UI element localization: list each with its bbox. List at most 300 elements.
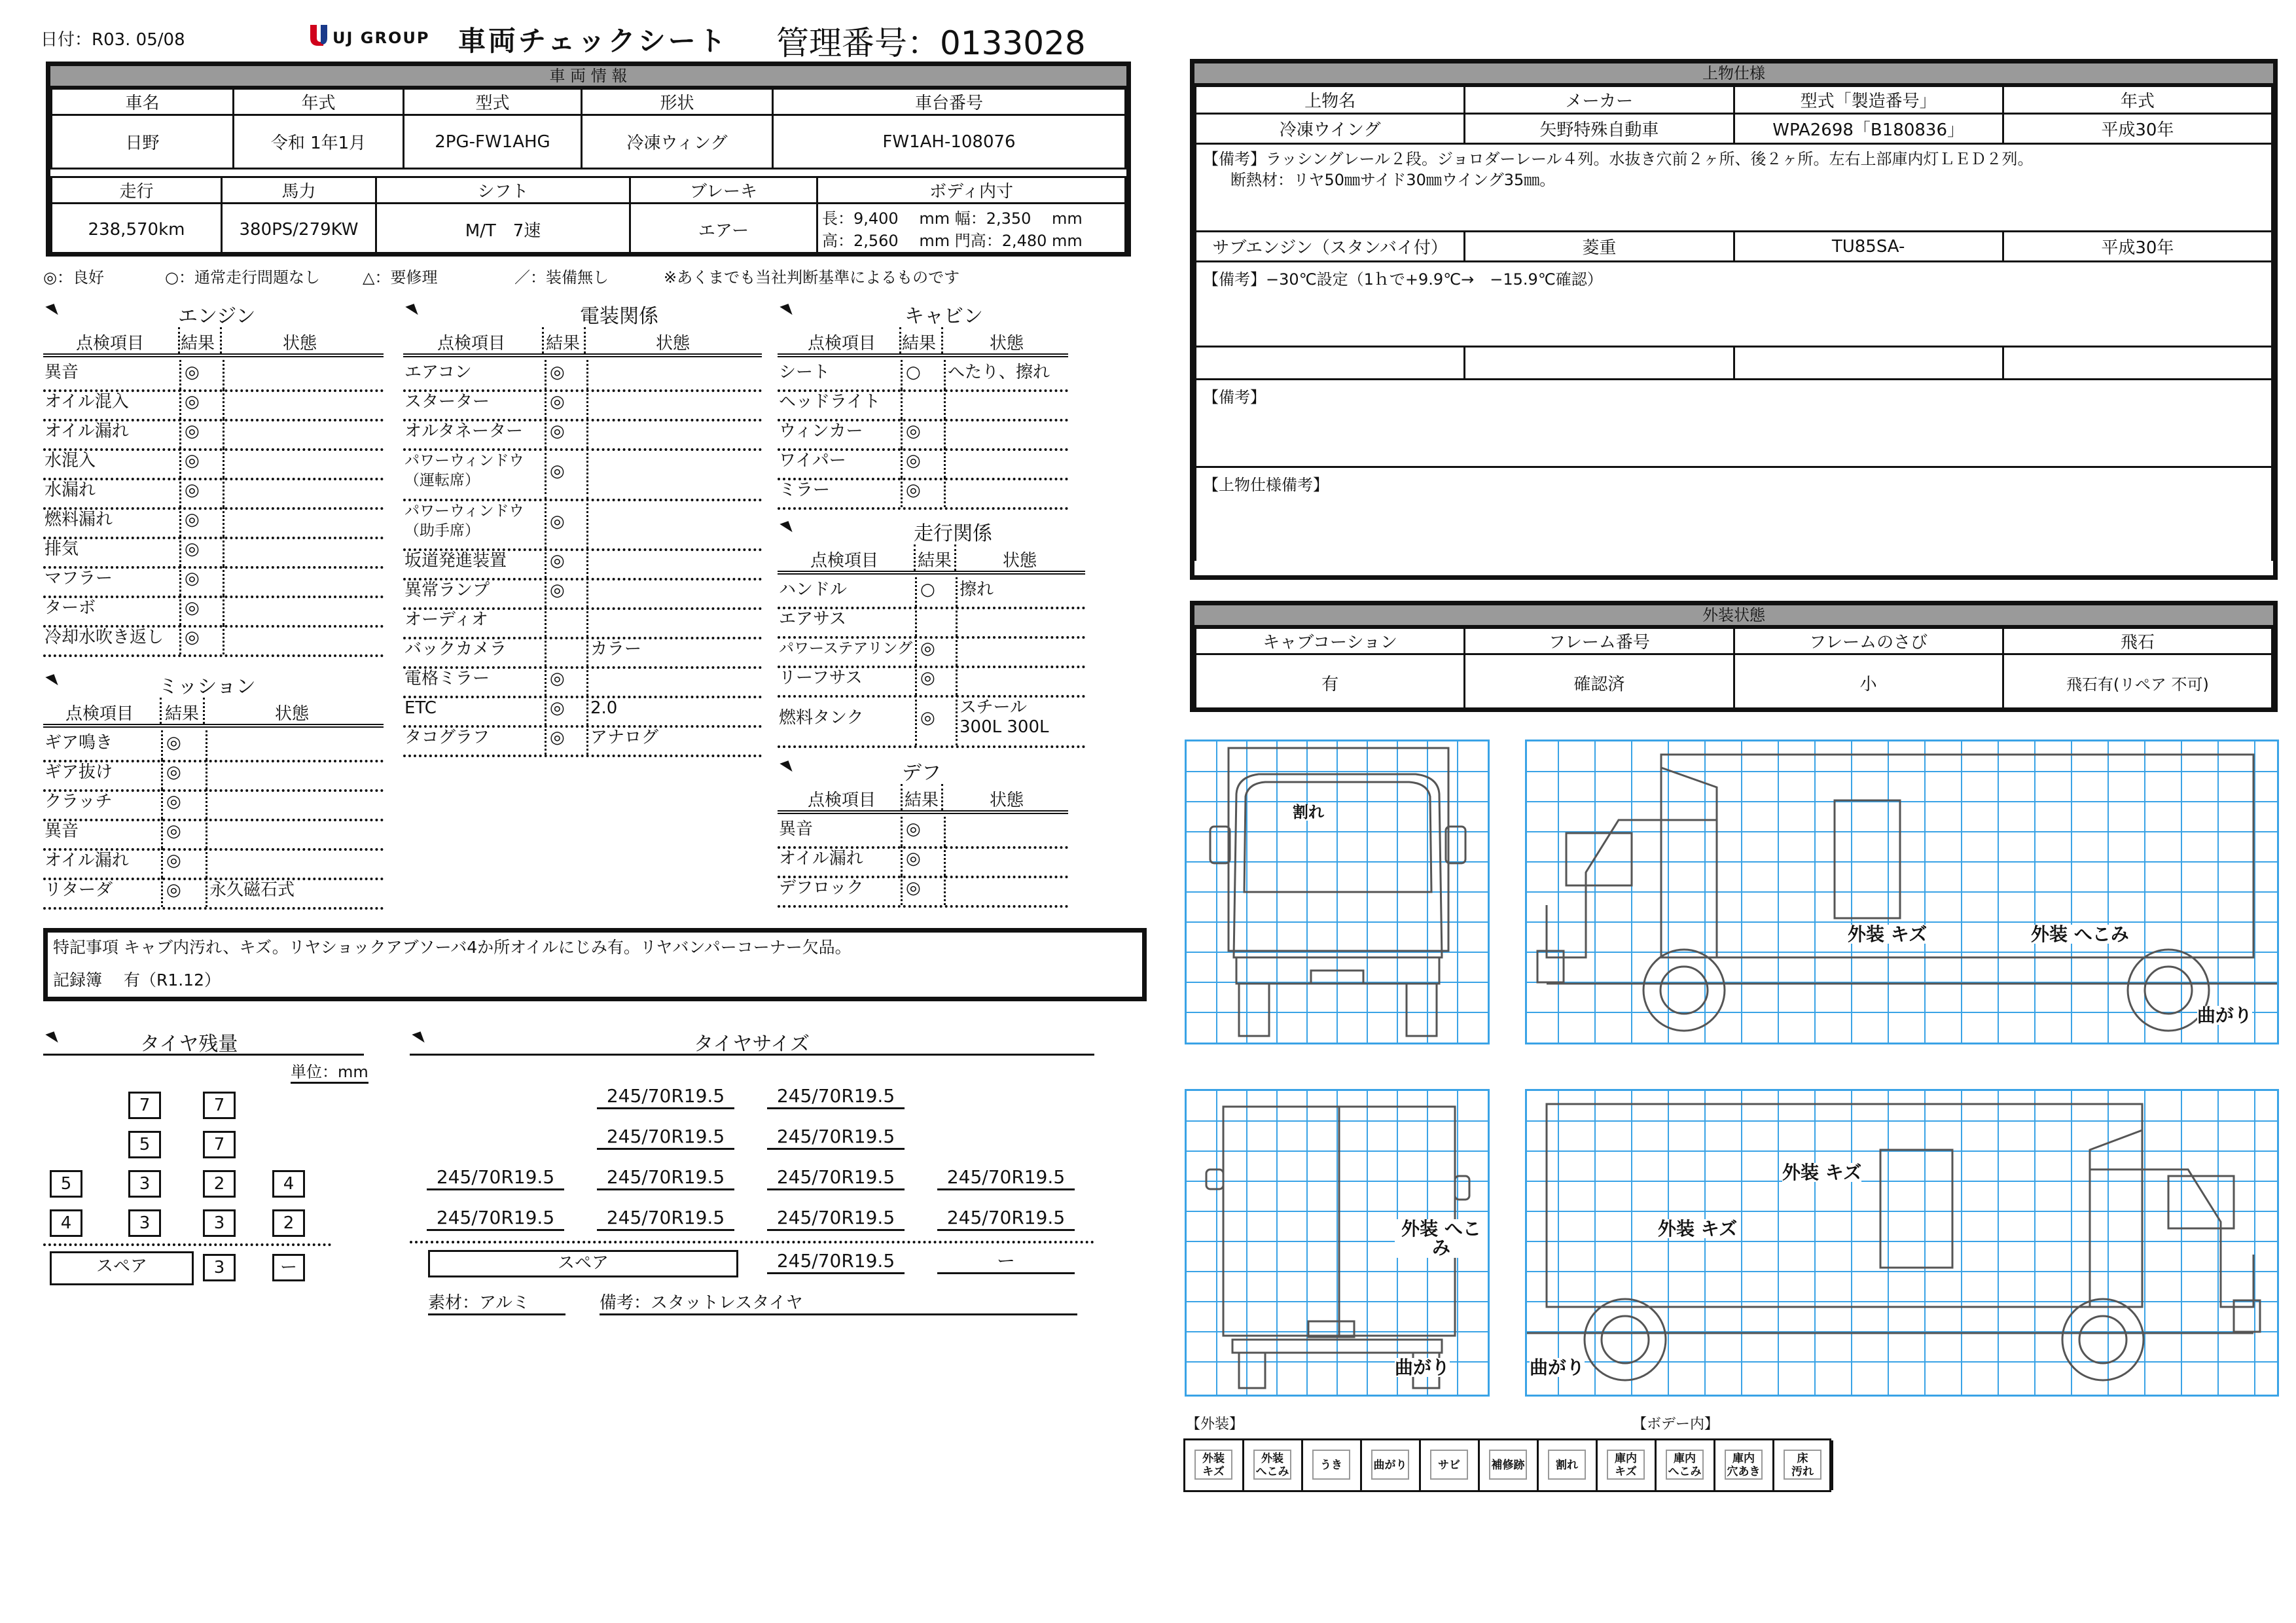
mission-row — [43, 789, 384, 821]
check-item: ターボ — [45, 598, 96, 618]
col-result: 結果 — [918, 551, 952, 571]
electric-row — [403, 360, 762, 392]
check-item: マフラー — [45, 569, 113, 588]
damage-label-scratch-3: 外装 キズ — [1658, 1218, 1738, 1240]
damage-label-dent-rear: 外装 へこみ — [1395, 1219, 1488, 1258]
check-item: パワーステアリング — [779, 640, 913, 657]
label-body-name: 上物名 — [1196, 86, 1465, 114]
col-state: 状態 — [656, 334, 691, 353]
check-item: パワーウィンドウ （助手席） — [404, 502, 524, 539]
damage-legend-item — [1715, 1440, 1774, 1490]
engine-row — [43, 389, 384, 421]
exterior-status-title: 外装状態 — [1194, 605, 2273, 627]
cabin-row — [778, 389, 1068, 421]
check-result: ◎ — [550, 669, 565, 688]
value-sub-engine-model: TU85SA- — [1734, 232, 2003, 262]
damage-legend-label: 庫内 穴あき — [1725, 1450, 1763, 1480]
col-result: 結果 — [902, 334, 937, 353]
value-cab-caution: 有 — [1196, 654, 1465, 711]
body-remark-2: 【備考】−30℃設定（1ｈで+9.9℃→ −15.9℃確認） — [1196, 262, 2272, 347]
check-item: ETC — [404, 698, 437, 718]
check-result: ◎ — [185, 480, 200, 500]
check-result: ◎ — [550, 461, 565, 482]
check-result: ◎ — [550, 580, 565, 600]
tire-size-2: 245/70R19.5 — [767, 1085, 905, 1109]
tire-depth-5: 5 — [50, 1170, 82, 1198]
check-result: ◎ — [166, 821, 181, 841]
mission-row — [43, 819, 384, 851]
check-state: スチール 300L 300L — [960, 698, 1049, 737]
col-item: 点検項目 — [65, 704, 134, 724]
legend-note: ※あくまでも当社判断基準によるものです — [664, 268, 960, 287]
damage-label-scratch: 外装 キズ — [1848, 923, 1928, 945]
tire-spare-depth-2: ー — [272, 1254, 305, 1281]
engine-col-head — [43, 327, 384, 357]
special-notes: 特記事項 キャブ内汚れ、キズ。リヤショックアブソーバ4か所オイルにじみ有。リヤバンパーコーナー欠品。 — [53, 938, 852, 957]
exterior-status-panel — [1190, 601, 2278, 712]
side-truck-right-icon — [1527, 1091, 2277, 1395]
damage-legend-label: 床 汚れ — [1784, 1450, 1821, 1480]
check-state: 擦れ — [960, 580, 994, 599]
damage-legend-item — [1657, 1440, 1715, 1490]
damage-legend-label: うき — [1312, 1450, 1350, 1480]
label-body-model: 型式「製造番号」 — [1734, 86, 2003, 114]
vehicle-info-table-1 — [50, 88, 1126, 169]
tire-depth-9: 4 — [50, 1209, 82, 1237]
damage-legend-item — [1244, 1440, 1303, 1490]
label-chassis-no: 車台番号 — [773, 89, 1126, 115]
check-result: ◎ — [185, 392, 200, 412]
tire-size-9: 245/70R19.5 — [427, 1207, 564, 1231]
col-state: 状態 — [1003, 551, 1037, 571]
logo-text: UJ GROUP — [332, 29, 430, 47]
diff-row — [778, 846, 1068, 878]
section-marker-icon — [45, 304, 58, 318]
uj-logo — [309, 24, 329, 50]
check-item: エアサス — [779, 609, 846, 629]
check-item: ミラー — [779, 480, 831, 500]
label-shift: シフト — [376, 177, 630, 204]
tire-size-11: 245/70R19.5 — [767, 1207, 905, 1231]
tire-size-8: 245/70R19.5 — [937, 1166, 1075, 1190]
check-item: タコグラフ — [404, 728, 490, 747]
label-sub-engine: サブエンジン（スタンバイ付） — [1196, 232, 1465, 262]
check-item: ワイパー — [779, 451, 846, 471]
col-result: 結果 — [546, 334, 581, 353]
engine-row — [43, 478, 384, 510]
label-frame-rust: フレームのさび — [1734, 628, 2003, 654]
check-result: ◎ — [906, 878, 921, 898]
damage-label-scratch-2: 外装 キズ — [1782, 1162, 1862, 1183]
electric-row — [403, 578, 762, 610]
electric-row — [403, 548, 762, 580]
col-item: 点検項目 — [810, 551, 879, 571]
check-result: ◎ — [906, 421, 921, 441]
col-result: 結果 — [181, 334, 215, 353]
check-item: 排気 — [45, 539, 79, 559]
damage-legend-item — [1362, 1440, 1421, 1490]
diff-row — [778, 876, 1068, 908]
check-item: シート — [779, 363, 831, 382]
damage-legend-item — [1185, 1440, 1244, 1490]
section-marker-icon — [780, 521, 792, 535]
check-item: エアコン — [404, 363, 472, 382]
vehicle-info-table-2 — [50, 176, 1126, 257]
body-remark-1-line-1: 【備考】ラッシングレール２段。ジョロダーレール４列。水抜き穴前２ヶ所、後２ヶ所。左右上部庫内灯ＬＥＤ２列。 — [1203, 150, 2034, 168]
check-result: ○ — [920, 580, 935, 599]
label-model: 型式 — [404, 89, 582, 115]
tire-spare-depth: 3 — [203, 1254, 236, 1281]
cabin-row — [778, 478, 1068, 510]
col-state: 状態 — [283, 334, 317, 353]
check-state: カラー — [590, 639, 642, 659]
engine-title: エンジン — [178, 305, 256, 328]
body-spec-table — [1194, 85, 2273, 561]
label-cab-caution: キャブコーション — [1196, 628, 1465, 654]
check-result: ◎ — [185, 628, 200, 647]
tire-depth-2: 7 — [203, 1092, 236, 1119]
value-year: 令和 1年1月 — [234, 115, 404, 169]
running-row — [778, 607, 1085, 639]
check-item: 異音 — [45, 363, 79, 382]
check-state: 永久磁石式 — [209, 880, 295, 900]
electric-title: 電装関係 — [580, 305, 658, 328]
check-item: 水混入 — [45, 451, 96, 471]
damage-legend-label: 外装 へこみ — [1253, 1450, 1291, 1480]
body-dims-line-1: 長：9,400 mm 幅：2,350 mm — [822, 209, 1083, 228]
value-horsepower: 380PS/279KW — [222, 204, 376, 256]
value-frame-no: 確認済 — [1465, 654, 1734, 711]
tire-depth-3: 5 — [128, 1131, 161, 1158]
value-shape: 冷凍ウィング — [582, 115, 773, 169]
damage-legend-item — [1598, 1440, 1657, 1490]
check-state: へたり、擦れ — [948, 363, 1050, 382]
section-marker-icon — [45, 674, 58, 688]
tire-size-10: 245/70R19.5 — [597, 1207, 734, 1231]
damage-legend-label: 庫内 キズ — [1607, 1450, 1645, 1480]
value-frame-rust: 小 — [1734, 654, 2003, 711]
label-maker: メーカー — [1465, 86, 1734, 114]
damage-label-bend-2: 曲がり — [1530, 1357, 1585, 1378]
damage-legend-item — [1774, 1440, 1833, 1490]
check-result: ◎ — [550, 551, 565, 571]
check-result: ◎ — [920, 708, 935, 728]
damage-legend-label: 外装 キズ — [1194, 1450, 1232, 1480]
label-body-year: 年式 — [2003, 86, 2272, 114]
damage-legend-item — [1303, 1440, 1362, 1490]
uj-logo-icon — [309, 24, 329, 47]
check-item: 水漏れ — [45, 480, 96, 500]
vehicle-info-panel — [46, 62, 1131, 257]
electric-row — [403, 419, 762, 451]
value-brake: エアー — [630, 204, 817, 256]
legend-none: ／：装備無し — [514, 268, 609, 287]
label-body-dims: ボディ内寸 — [817, 177, 1126, 204]
engine-row — [43, 419, 384, 451]
running-row — [778, 666, 1085, 698]
check-result: ◎ — [185, 421, 200, 441]
check-result: ◎ — [920, 639, 935, 658]
legend-ok: ○：通常走行問題なし — [165, 268, 320, 287]
cabin-title: キャビン — [905, 305, 983, 328]
tire-size-spare-label: スペア — [428, 1250, 738, 1277]
cabin-row — [778, 360, 1068, 392]
body-remark-1 — [1196, 144, 2272, 232]
page-title: 車両チェックシート — [458, 25, 728, 57]
damage-legend-item — [1421, 1440, 1480, 1490]
mission-row — [43, 878, 384, 910]
tire-material: 素材：アルミ — [428, 1293, 565, 1315]
check-item: クラッチ — [45, 792, 113, 812]
value-body-name: 冷凍ウイング — [1196, 114, 1465, 144]
electric-row — [403, 499, 762, 552]
electric-row — [403, 389, 762, 421]
side-view-left-diagram — [1525, 740, 2279, 1044]
tire-remark: 備考：スタットレスタイヤ — [600, 1293, 1077, 1315]
col-item: 点検項目 — [808, 334, 876, 353]
value-car-name: 日野 — [52, 115, 234, 169]
label-stone-chip: 飛石 — [2003, 628, 2272, 654]
cabin-row — [778, 419, 1068, 451]
check-item: バックカメラ — [404, 639, 507, 659]
value-mileage: 238,570km — [52, 204, 222, 256]
check-item: ハンドル — [779, 580, 848, 599]
check-result: ◎ — [185, 569, 200, 588]
value-sub-engine-maker: 菱重 — [1465, 232, 1734, 262]
section-marker-icon — [45, 1031, 58, 1046]
tire-remaining-title: タイヤ残量 — [140, 1033, 238, 1056]
section-marker-icon — [405, 304, 418, 318]
body-remark-1-line-2: 断熱材：リヤ50㎜サイド30㎜ウイング35㎜。 — [1230, 171, 1556, 189]
label-mileage: 走行 — [52, 177, 222, 204]
damage-legend-label: 補修跡 — [1489, 1450, 1527, 1480]
body-dims-line-2: 高：2,560 mm 門高：2,480 mm — [822, 231, 1083, 250]
value-chassis-no: FW1AH-108076 — [773, 115, 1126, 169]
running-title: 走行関係 — [914, 522, 992, 545]
check-item: オイル漏れ — [779, 849, 863, 868]
body-remark-3: 【備考】 — [1196, 380, 2272, 467]
tire-depth-6: 3 — [128, 1170, 161, 1198]
col-result: 結果 — [165, 704, 200, 724]
check-item: 異常ランプ — [404, 580, 490, 600]
legend-repair: △：要修理 — [363, 268, 438, 287]
mission-row — [43, 730, 384, 762]
electric-row — [403, 448, 762, 501]
check-result: ◎ — [166, 851, 181, 870]
tire-size-5: 245/70R19.5 — [427, 1166, 564, 1190]
tire-size-title: タイヤサイズ — [694, 1033, 810, 1056]
legend-exterior-title: 【外装】 — [1186, 1416, 1244, 1433]
damage-label-bend-rear: 曲がり — [1395, 1357, 1450, 1378]
electric-row — [403, 666, 762, 698]
mission-row — [43, 760, 384, 792]
check-result: ◎ — [550, 392, 565, 412]
check-result: ◎ — [166, 880, 181, 900]
mission-col-head — [43, 698, 384, 728]
tire-size-3: 245/70R19.5 — [597, 1126, 734, 1150]
tire-size-spare-2: ー — [937, 1250, 1075, 1274]
damage-legend-label: 庫内 へこみ — [1666, 1450, 1704, 1480]
cabin-col-head — [778, 327, 1068, 357]
col-item: 点検項目 — [76, 334, 145, 353]
tire-spare-label: スペア — [50, 1251, 194, 1285]
tire-size-7: 245/70R19.5 — [767, 1166, 905, 1190]
check-result: ◎ — [906, 819, 921, 839]
tire-size-4: 245/70R19.5 — [767, 1126, 905, 1150]
record-book: 記録簿 有（R1.12） — [53, 971, 221, 990]
vehicle-info-title: 車 両 情 報 — [50, 66, 1126, 88]
check-item: ウィンカー — [779, 421, 863, 441]
label-car-name: 車名 — [52, 89, 234, 115]
value-body-model: WPA2698「B180836」 — [1734, 114, 2003, 144]
legend-interior-title: 【ボデー内】 — [1632, 1416, 1719, 1433]
electric-row — [403, 637, 762, 669]
check-item: オーディオ — [404, 610, 488, 630]
body-spec-panel — [1190, 59, 2278, 580]
engine-row — [43, 537, 384, 569]
label-shape: 形状 — [582, 89, 773, 115]
check-result: ◎ — [185, 510, 200, 529]
diff-row — [778, 817, 1068, 849]
tire-depth-1: 7 — [128, 1092, 161, 1119]
side-view-right-diagram — [1525, 1089, 2279, 1397]
damage-label-dent: 外装 へこみ — [2031, 923, 2129, 945]
label-brake: ブレーキ — [630, 177, 817, 204]
col-state: 状態 — [990, 791, 1024, 810]
check-result: ◎ — [550, 511, 565, 531]
label-frame-no: フレーム番号 — [1465, 628, 1734, 654]
value-sub-engine-year: 平成30年 — [2003, 232, 2272, 262]
col-state: 状態 — [990, 334, 1024, 353]
front-view-diagram — [1185, 740, 1490, 1044]
tire-remaining-section — [43, 1027, 370, 1302]
damage-legend-label: 割れ — [1548, 1450, 1586, 1480]
check-item: 冷却水吹き返し — [45, 628, 164, 647]
tire-depth-12: 2 — [272, 1209, 305, 1237]
engine-row — [43, 360, 384, 392]
check-result: ◎ — [185, 451, 200, 471]
side-truck-icon — [1527, 741, 2277, 1043]
tire-depth-4: 7 — [203, 1131, 236, 1158]
check-item: オイル漏れ — [45, 851, 129, 870]
tire-size-section — [410, 1027, 1103, 1329]
check-item: リーフサス — [779, 668, 863, 688]
value-body-dims — [817, 204, 1126, 256]
value-shift: M/T 7速 — [376, 204, 630, 256]
engine-row — [43, 625, 384, 657]
tire-unit: 単位：mm — [291, 1063, 368, 1084]
damage-legend-strip — [1183, 1438, 1831, 1492]
check-item: オイル混入 — [45, 392, 129, 412]
check-item: パワーウィンドウ （運転席） — [404, 452, 524, 489]
engine-row — [43, 448, 384, 480]
tire-size-6: 245/70R19.5 — [597, 1166, 734, 1190]
section-marker-icon — [780, 304, 792, 318]
check-item: 坂道発進装置 — [404, 551, 507, 571]
damage-legend-item — [1539, 1440, 1598, 1490]
check-item: スターター — [404, 392, 490, 412]
engine-row — [43, 507, 384, 539]
tire-size-spare: 245/70R19.5 — [767, 1250, 905, 1274]
cabin-row — [778, 448, 1068, 480]
check-item: ギア鳴き — [45, 733, 113, 753]
tire-depth-11: 3 — [203, 1209, 236, 1237]
section-marker-icon — [412, 1031, 424, 1046]
check-result: ◎ — [166, 762, 181, 782]
running-col-head — [778, 544, 1085, 575]
mission-row — [43, 848, 384, 880]
diff-title: デフ — [902, 762, 941, 785]
check-result: ◎ — [185, 363, 200, 382]
engine-row — [43, 596, 384, 628]
check-item: 異音 — [779, 819, 814, 839]
col-state: 状態 — [275, 704, 310, 724]
body-spec-title: 上物仕様 — [1194, 63, 2273, 85]
mission-title: ミッション — [158, 675, 256, 698]
check-item: オイル漏れ — [45, 421, 129, 441]
date: 日付：R03. 05/08 — [41, 30, 185, 50]
section-marker-icon — [780, 760, 792, 775]
check-result: ◎ — [906, 480, 921, 500]
damage-legend-label: サビ — [1430, 1450, 1468, 1480]
diff-col-head — [778, 784, 1068, 814]
tire-size-12: 245/70R19.5 — [937, 1207, 1075, 1231]
check-result: ◎ — [550, 421, 565, 441]
rear-view-diagram — [1185, 1089, 1490, 1397]
check-state: アナログ — [590, 728, 659, 747]
front-truck-icon — [1187, 741, 1488, 1043]
check-result: ◎ — [185, 539, 200, 559]
col-result: 結果 — [905, 791, 939, 810]
electric-row — [403, 607, 762, 639]
tire-depth-10: 3 — [128, 1209, 161, 1237]
damage-label-bend: 曲がり — [2197, 1005, 2253, 1026]
value-body-year: 平成30年 — [2003, 114, 2272, 144]
check-result: ◎ — [906, 451, 921, 471]
tire-size-1: 245/70R19.5 — [597, 1085, 734, 1109]
check-result: ◎ — [920, 668, 935, 688]
check-state: 2.0 — [590, 698, 618, 718]
value-maker: 矢野特殊自動車 — [1465, 114, 1734, 144]
label-horsepower: 馬力 — [222, 177, 376, 204]
damage-legend-item — [1480, 1440, 1539, 1490]
management-number: 管理番号：0133028 — [776, 24, 1086, 62]
check-result: ○ — [906, 363, 921, 382]
running-row — [778, 695, 1085, 748]
special-notes-box — [43, 928, 1147, 1001]
engine-row — [43, 566, 384, 598]
electric-col-head — [403, 327, 762, 357]
check-result: ◎ — [550, 698, 565, 718]
col-item: 点検項目 — [437, 334, 506, 353]
legend-good: ◎：良好 — [43, 268, 104, 287]
check-result: ◎ — [906, 849, 921, 868]
check-item: オルタネーター — [404, 421, 523, 441]
check-item: ギア抜け — [45, 762, 113, 782]
check-item: 燃料タンク — [779, 708, 864, 728]
damage-label-crack: 割れ — [1293, 803, 1324, 821]
check-item: 異音 — [45, 821, 79, 841]
check-item: 燃料漏れ — [45, 510, 113, 529]
col-item: 点検項目 — [808, 791, 876, 810]
tire-depth-7: 2 — [203, 1170, 236, 1198]
check-result: ◎ — [166, 733, 181, 753]
running-row — [778, 577, 1085, 609]
body-remark-4: 【上物仕様備考】 — [1196, 467, 2272, 562]
check-item: 電格ミラー — [404, 669, 490, 688]
check-result: ◎ — [550, 363, 565, 382]
exterior-status-table — [1194, 627, 2273, 711]
